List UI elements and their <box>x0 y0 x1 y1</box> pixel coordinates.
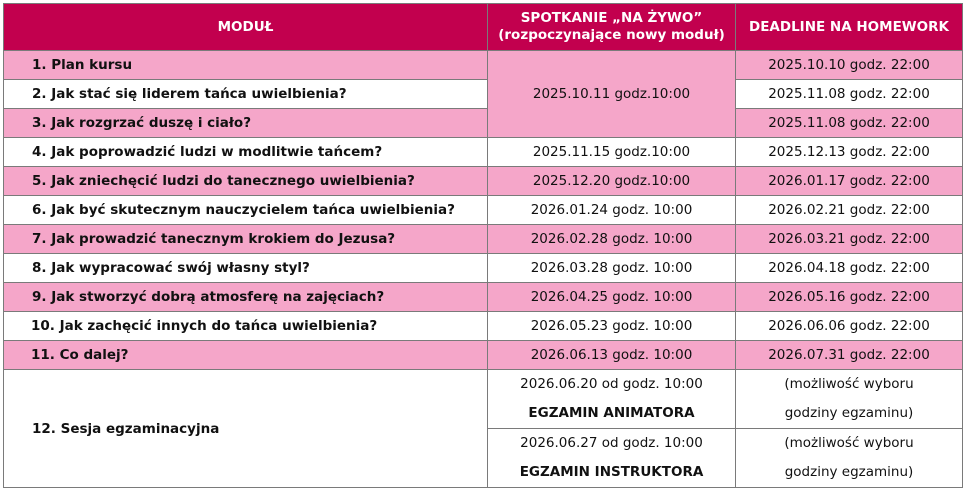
module-cell: 3. Jak rozgrzać duszę i ciało? <box>4 109 488 138</box>
table-row <box>4 341 963 370</box>
exam-instructor-note-line2: godziny egzaminu) <box>784 464 914 480</box>
exam-animator-note <box>736 370 963 429</box>
exam-instructor-name: EGZAMIN INSTRUKTORA <box>519 464 704 480</box>
header-module: MODUŁ <box>4 4 488 51</box>
module-cell: 5. Jak zniechęcić ludzi do tanecznego uwielbienia? <box>4 167 488 196</box>
live-meeting-cell: 2026.03.28 godz. 10:00 <box>488 254 736 283</box>
module-cell: 1. Plan kursu <box>4 51 488 80</box>
exam-instructor-cell <box>488 429 736 488</box>
table-row <box>4 196 963 225</box>
table-row <box>4 312 963 341</box>
module-cell: 6. Jak być skutecznym nauczycielem tańca uwielbienia? <box>4 196 488 225</box>
deadline-cell: 2025.11.08 godz. 22:00 <box>736 80 963 109</box>
module-cell: 10. Jak zachęcić innych do tańca uwielbienia? <box>4 312 488 341</box>
live-meeting-cell: 2026.02.28 godz. 10:00 <box>488 225 736 254</box>
module-cell: 7. Jak prowadzić tanecznym krokiem do Jezusa? <box>4 225 488 254</box>
header-live-meeting-subtitle: (rozpoczynające nowy moduł) <box>498 27 725 43</box>
exam-animator-note-line2: godziny egzaminu) <box>784 405 914 421</box>
live-meeting-cell: 2026.05.23 godz. 10:00 <box>488 312 736 341</box>
live-meeting-cell: 2025.10.11 godz.10:00 <box>488 51 736 138</box>
module-cell: 11. Co dalej? <box>4 341 488 370</box>
module-cell: 9. Jak stworzyć dobrą atmosferę na zajęciach? <box>4 283 488 312</box>
exam-animator-name: EGZAMIN ANIMATORA <box>528 405 695 421</box>
header-live-meeting-title: SPOTKANIE „NA ŻYWO” <box>520 10 703 26</box>
exam-animator-cell <box>488 370 736 429</box>
table-row <box>4 138 963 167</box>
deadline-cell: 2026.03.21 godz. 22:00 <box>736 225 963 254</box>
live-meeting-cell: 2025.11.15 godz.10:00 <box>488 138 736 167</box>
module-cell: 2. Jak stać się liderem tańca uwielbienia? <box>4 80 488 109</box>
table-row <box>4 51 963 80</box>
live-meeting-cell: 2026.06.13 godz. 10:00 <box>488 341 736 370</box>
table-row <box>4 254 963 283</box>
table-row <box>4 80 963 109</box>
exam-instructor-note-line1: (możliwość wyboru <box>784 435 914 451</box>
exam-instructor-note <box>736 429 963 488</box>
deadline-cell: 2025.10.10 godz. 22:00 <box>736 51 963 80</box>
deadline-cell: 2026.01.17 godz. 22:00 <box>736 167 963 196</box>
deadline-cell: 2025.11.08 godz. 22:00 <box>736 109 963 138</box>
table-row <box>4 283 963 312</box>
deadline-cell: 2025.12.13 godz. 22:00 <box>736 138 963 167</box>
module-cell: 8. Jak wypracować swój własny styl? <box>4 254 488 283</box>
exam-session-label: 12. Sesja egzaminacyjna <box>4 370 488 488</box>
deadline-cell: 2026.05.16 godz. 22:00 <box>736 283 963 312</box>
deadline-cell: 2026.06.06 godz. 22:00 <box>736 312 963 341</box>
header-row <box>4 4 963 51</box>
live-meeting-cell: 2026.04.25 godz. 10:00 <box>488 283 736 312</box>
exam-instructor-date: 2026.06.27 od godz. 10:00 <box>520 435 703 451</box>
table-row <box>4 109 963 138</box>
table-row <box>4 225 963 254</box>
deadline-cell: 2026.04.18 godz. 22:00 <box>736 254 963 283</box>
module-cell: 4. Jak poprowadzić ludzi w modlitwie tańcem? <box>4 138 488 167</box>
deadline-cell: 2026.02.21 godz. 22:00 <box>736 196 963 225</box>
exam-animator-note-line1: (możliwość wyboru <box>784 376 914 392</box>
exam-row-1 <box>4 370 963 429</box>
live-meeting-cell: 2025.12.20 godz.10:00 <box>488 167 736 196</box>
header-deadline: DEADLINE NA HOMEWORK <box>736 4 963 51</box>
schedule-table <box>3 3 963 488</box>
header-live-meeting <box>488 4 736 51</box>
deadline-cell: 2026.07.31 godz. 22:00 <box>736 341 963 370</box>
table-row <box>4 167 963 196</box>
live-meeting-cell: 2026.01.24 godz. 10:00 <box>488 196 736 225</box>
exam-animator-date: 2026.06.20 od godz. 10:00 <box>520 376 703 392</box>
